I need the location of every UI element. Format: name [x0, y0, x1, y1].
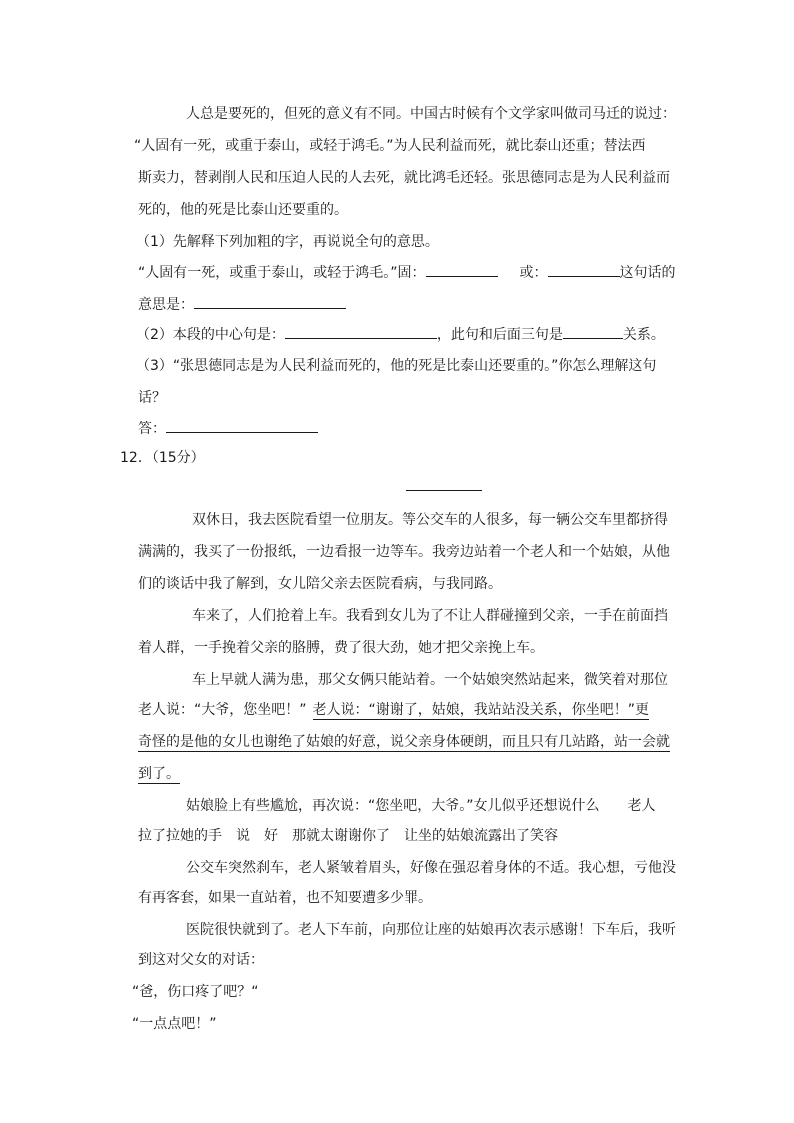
title-blank[interactable]: [406, 490, 482, 491]
story-line: 拉了拉她的手 说 好 那就太谢谢你了 让坐的姑娘流露出了笑容: [138, 828, 558, 844]
passage-line: 死的，他的死是比泰山还要重的。: [138, 202, 348, 218]
story-line: 车来了，人们抢着上车。我看到女儿为了不让人群碰撞到父亲，一手在前面挡: [192, 608, 668, 624]
question-2-label: （2）本段的中心句是：: [136, 327, 285, 343]
passage-line: “人固有一死，或重于泰山，或轻于鸿毛。”为人民利益而死，就比泰山还重；替法西: [134, 138, 646, 154]
underlined-sentence: 奇怪的是他的女儿也谢绝了姑娘的好意，说父亲身体硬朗，而且只有几站路，站一会就: [138, 734, 670, 750]
answer-blank-q3[interactable]: [166, 418, 318, 433]
answer-blank-relation[interactable]: [563, 324, 623, 339]
story-line: 到这对父女的对话：: [138, 952, 264, 968]
story-line: 车上早就人满为患，那父女俩只能站着。一个姑娘突然站起来，微笑着对那位: [192, 672, 668, 688]
question-3-prompt-cont: 话？: [138, 390, 166, 406]
story-line: 满满的，我买了一份报纸，一边看报一边等车。我旁边站着一个老人和一个姑娘，从他: [138, 544, 670, 560]
dialogue-line: “一点点吧！”: [132, 1016, 217, 1032]
underlined-sentence: 老人说：“谢谢了，姑娘，我站站没关系，你坐吧！”更: [312, 702, 650, 718]
passage-line: 人总是要死的，但死的意义有不同。中国古时候有个文学家叫做司马迁的说过：: [186, 106, 676, 122]
answer-blank-gu[interactable]: [426, 262, 498, 277]
question-1-quote: “人固有一死，或重于泰山，或轻于鸿毛。”固：: [138, 265, 426, 281]
story-line: [138, 732, 670, 752]
story-line: 有再客套，如果一直站着，也不知要遭多少罪。: [138, 890, 432, 906]
question-2-line: [136, 324, 665, 344]
question-1-line: [138, 262, 676, 282]
question-2-tail: 关系。: [622, 327, 665, 343]
question-1-prompt: （1）先解释下列加粗的字，再说说全句的意思。: [136, 234, 439, 250]
question-3-prompt: （3）“张思德同志是为人民利益而死的，他的死是比泰山还要重的。”你怎么理解这句: [136, 358, 657, 374]
story-line: 医院很快就到了。老人下车前，向那位让座的姑娘再次表示感谢！下车后，我听: [186, 922, 676, 938]
story-line: 双休日，我去医院看望一位朋友。等公交车的人很多，每一辆公交车里都挤得: [192, 512, 668, 528]
underlined-sentence: 到了。: [138, 766, 180, 782]
question-3-answer-label: 答：: [138, 421, 166, 437]
answer-blank-huo[interactable]: [548, 262, 620, 277]
question-1-meaning-label: 意思是：: [138, 297, 194, 313]
question-1-meaning-line: [138, 294, 346, 314]
question-1-tail: 这句话的: [619, 265, 676, 281]
question-12-label: 12．（15分）: [120, 450, 205, 466]
dialogue-line: “爸，伤口疼了吧？“: [132, 984, 259, 1000]
question-3-answer-line: [138, 418, 318, 438]
story-line: [138, 700, 649, 720]
story-text: 老人说：“大爷，您坐吧！”: [138, 702, 307, 718]
story-line: 公交车突然刹车，老人紧皱着眉头，好像在强忍着身体的不适。我心想，亏他没: [186, 860, 676, 876]
question-2-mid: ，此句和后面三句是: [436, 327, 563, 343]
story-line: 们的谈话中我了解到，女儿陪父亲去医院看病，与我同路。: [138, 576, 502, 592]
passage-line: 斯卖力，替剥削人民和压迫人民的人去死，就比鸿毛还轻。张思德同志是为人民利益而: [138, 170, 670, 186]
answer-blank-meaning[interactable]: [194, 294, 346, 309]
story-line: [138, 764, 180, 784]
story-line: 姑娘脸上有些尴尬，再次说：“您坐吧，大爷。”女儿似乎还想说什么 老人: [186, 798, 656, 814]
answer-blank-central-sentence[interactable]: [285, 324, 437, 339]
story-line: 着人群，一手挽着父亲的胳膊，费了很大劲，她才把父亲挽上车。: [138, 640, 544, 656]
question-1-or-label: 或：: [519, 265, 548, 281]
